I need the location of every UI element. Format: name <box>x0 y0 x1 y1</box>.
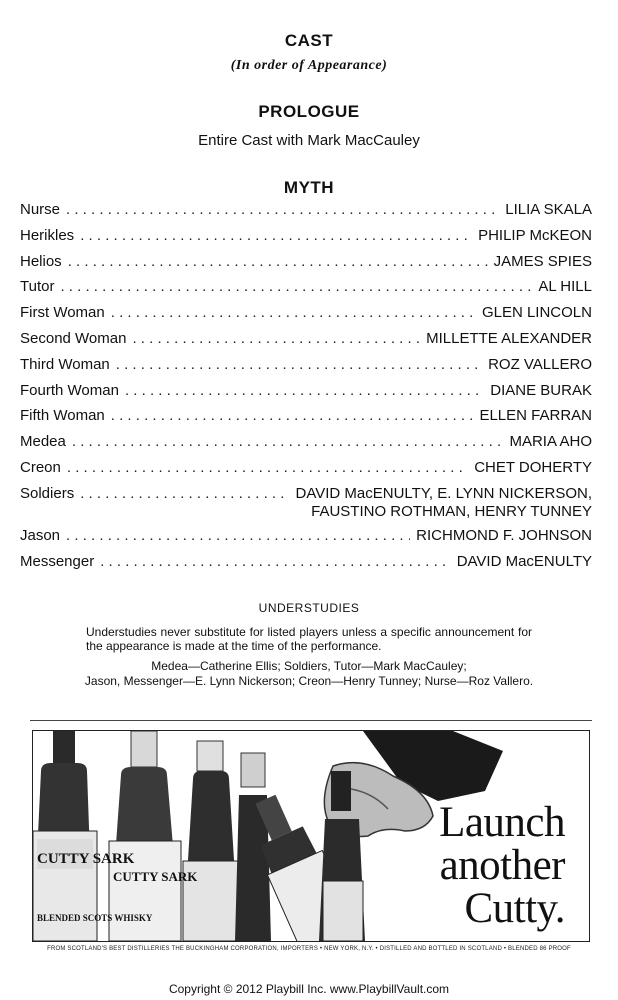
cast-row <box>20 278 592 304</box>
ad-caption: FROM SCOTLAND'S BEST DISTILLERIES THE BUCKINGHAM CORPORATION, IMPORTERS • NEW YORK, N.Y. • DISTILLED AND BOTTLED IN SCOTLAND • BLENDED 86 PROOF <box>47 946 571 952</box>
prologue-heading: PROLOGUE <box>258 102 360 121</box>
cast-role: Jason <box>20 526 61 544</box>
cast-row <box>20 553 592 579</box>
cast-actor: ELLEN FARRAN <box>479 407 592 425</box>
dot-leader <box>66 527 410 544</box>
order-subtitle: (In order of Appearance) <box>230 58 388 73</box>
cast-actor <box>296 485 592 521</box>
cast-actor: CHET DOHERTY <box>474 458 592 476</box>
cast-role: Fifth Woman <box>20 407 105 425</box>
copyright-footer: Copyright © 2012 Playbill Inc. www.PlaybillVault.com <box>168 982 450 996</box>
cast-role: Messenger <box>20 552 95 570</box>
cast-actor: RICHMOND F. JOHNSON <box>416 526 592 544</box>
tagline-line: Cutty. <box>464 885 565 932</box>
cast-role: Helios <box>20 252 62 270</box>
cast-row <box>20 407 592 433</box>
dot-leader <box>100 553 450 570</box>
cast-actor-line: FAUSTINO ROTHMAN, HENRY TUNNEY <box>311 502 592 520</box>
cast-row <box>20 433 592 459</box>
cast-row <box>20 304 592 330</box>
ad-tagline <box>439 801 565 930</box>
cast-row <box>20 485 592 521</box>
dot-leader <box>66 201 499 218</box>
cast-actor: PHILIP McKEON <box>478 226 592 244</box>
understudies-heading: UNDERSTUDIES <box>258 601 360 615</box>
understudies-note: Understudies never substitute for listed players unless a specific announcement for the appearance is made at the time of the performance. <box>86 625 532 653</box>
dot-leader <box>111 304 476 321</box>
cast-row <box>20 382 592 408</box>
cast-role: Nurse <box>20 201 61 218</box>
cast-row <box>20 253 592 279</box>
dot-leader <box>60 278 532 295</box>
cast-heading: CAST <box>284 31 334 50</box>
cutty-sark-advertisement <box>32 730 590 942</box>
cast-role: First Woman <box>20 304 105 322</box>
understudies-line: Jason, Messenger—E. Lynn Nickerson; Creon—Henry Tunney; Nurse—Roz Vallero. <box>84 674 534 688</box>
bottle-sublabel: BLENDED SCOTS WHISKY <box>37 913 153 923</box>
tagline-line: Launch <box>439 799 565 846</box>
dot-leader <box>68 253 488 270</box>
cast-row <box>20 527 592 553</box>
tagline-line: another <box>439 842 565 889</box>
dot-leader <box>67 459 468 476</box>
cast-actor: ROZ VALLERO <box>488 355 592 373</box>
cast-role: Tutor <box>20 278 55 296</box>
cast-actor: GLEN LINCOLN <box>481 304 592 322</box>
cast-actor: MARIA AHO <box>509 433 592 451</box>
cast-actor-line: DAVID MacENULTY, E. LYNN NICKERSON, <box>295 484 592 502</box>
cast-row <box>20 330 592 356</box>
cast-role: Soldiers <box>20 484 75 502</box>
cast-role: Second Woman <box>20 329 127 347</box>
divider <box>30 720 592 721</box>
dot-leader <box>80 227 472 244</box>
cast-row <box>20 459 592 485</box>
cast-role: Medea <box>20 433 66 451</box>
bottle-label: CUTTY SARK <box>113 869 198 884</box>
cast-actor: MILLETTE ALEXANDER <box>426 329 592 347</box>
cast-actor: JAMES SPIES <box>493 252 592 270</box>
cast-actor: DIANE BURAK <box>490 381 592 399</box>
cast-list <box>20 201 592 578</box>
dot-leader <box>72 433 504 450</box>
dot-leader <box>116 356 482 373</box>
cast-actor: DAVID MacENULTY <box>456 552 592 570</box>
cast-row <box>20 227 592 253</box>
dot-leader <box>80 485 289 503</box>
bottle-label: CUTTY SARK <box>37 851 135 867</box>
cast-role: Third Woman <box>20 355 110 373</box>
dot-leader <box>111 407 474 424</box>
prologue-text: Entire Cast with Mark MacCauley <box>198 132 420 149</box>
dot-leader <box>125 382 484 399</box>
cast-row <box>20 201 592 227</box>
cast-role: Creon <box>20 458 61 476</box>
understudies-line: Medea—Catherine Ellis; Soldiers, Tutor—Mark MacCauley; <box>151 659 467 673</box>
dot-leader <box>132 330 420 347</box>
cast-role: Herikles <box>20 226 75 244</box>
cast-actor: AL HILL <box>538 278 592 296</box>
cast-row <box>20 356 592 382</box>
cast-actor: LILIA SKALA <box>505 201 592 218</box>
cast-role: Fourth Woman <box>20 381 119 399</box>
myth-heading: MYTH <box>283 178 335 197</box>
